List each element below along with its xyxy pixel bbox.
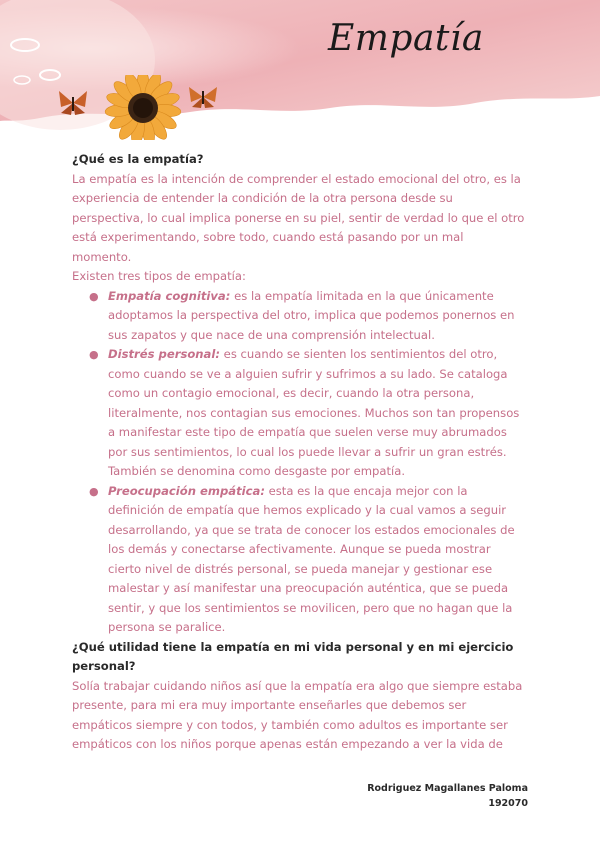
type-description: es la empatía limitada en la que únicamente adoptamos la perspectiva del otro, implica que podemos ponernos en sus zapatos y que nace de una comprensión intelectual. — [108, 288, 515, 342]
type-description: esta es la que encaja mejor con la definición de empatía que hemos explicado y la cual vamos a seguir desarrollando, ya que se trata de conocer los estados emocionales de los demás y conectarse afectivamente. Aunque se pueda mostrar cierto nivel de distrés personal, se pueda manejar y gestionar ese malestar y así manifestar una preocupación auténtica, que se pueda sentir, y que los sentimientos se movilicen, pero que no hagan que la persona se paralice. — [108, 483, 515, 634]
type-description: es cuando se sienten los sentimientos del otro, como cuando se ve a alguien sufrir y sufrimos a su lado. Se cataloga como un contagio emocional, es decir, cuando la otra persona, literalmente, nos contagian sus emociones. Muchos son tan propensos a manifestar este tipo de empatía que suelen verse muy abrumados por sus sentimientos, lo cual los puede llevar a sufrir un gran estrés. También se denomina como desgaste por empatía. — [108, 347, 520, 478]
list-item-distress — [89, 345, 526, 482]
question-heading-1: ¿Qué es la empatía? — [72, 152, 204, 166]
sunflower-icon — [55, 75, 225, 140]
definition-paragraph: La empatía es la intención de comprender el estado emocional del otro, es la experiencia de entender la condición de la otra persona desde su perspectiva, lo cual implica ponerse en su piel, sentir de verdad lo que el otro está experimentando, sobre todo, cuando está pasando por un mal momento. — [72, 171, 525, 264]
list-item-cognitive — [89, 287, 526, 346]
type-term: Preocupación empática: — [108, 483, 265, 498]
decorative-header — [0, 0, 600, 140]
document-body — [72, 150, 526, 755]
utility-paragraph: Solía trabajar cuidando niños así que la empatía era algo que siempre estaba presente, para mi era muy importante enseñarles que debemos ser empáticos siempre y con todos, y también como adultos es importante ser empáticos con los niños porque apenas están empezando a ver la vida de — [72, 678, 523, 751]
bullet-icon: ● — [89, 289, 99, 303]
empathy-types-list — [72, 287, 526, 638]
student-id: 192070 — [488, 798, 528, 809]
bullet-icon: ● — [89, 484, 99, 498]
question-heading-2: ¿Qué utilidad tiene la empatía en mi vida personal y en mi ejercicio personal? — [72, 639, 514, 673]
type-term: Distrés personal: — [108, 347, 220, 361]
author-footer — [367, 781, 528, 811]
bullet-icon: ● — [89, 348, 99, 361]
type-term: Empatía cognitiva: — [108, 288, 231, 303]
list-item-empathic-concern — [89, 482, 526, 638]
types-intro: Existen tres tipos de empatía: — [72, 269, 246, 283]
page-title: Empatía — [328, 18, 484, 59]
author-name: Rodriguez Magallanes Paloma — [367, 783, 528, 794]
